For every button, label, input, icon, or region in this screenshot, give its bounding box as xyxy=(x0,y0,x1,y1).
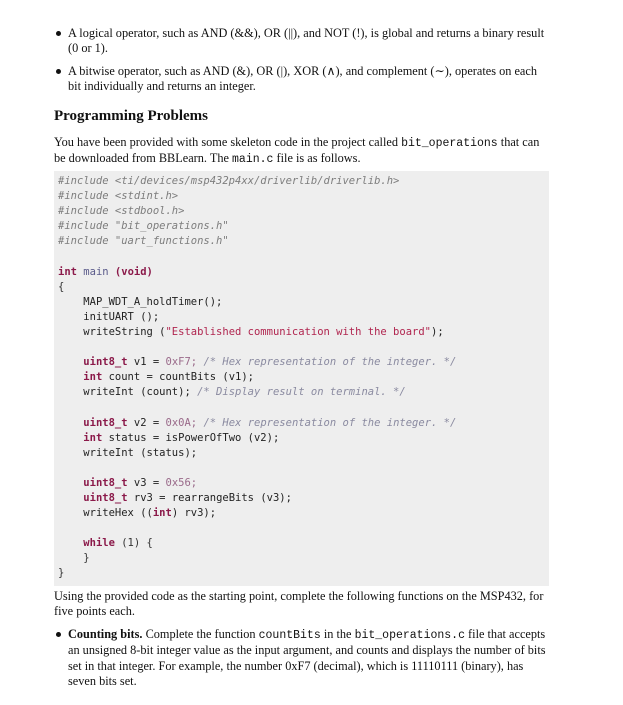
code-line xyxy=(58,476,456,491)
code-text: writeHex (( xyxy=(83,507,153,520)
code-line xyxy=(58,325,456,340)
code-number: 0x0A; xyxy=(165,416,198,429)
write-string-call: writeString ( xyxy=(83,325,166,338)
intro-paragraph xyxy=(54,135,550,168)
code-text: v2 = xyxy=(127,416,166,429)
include-line: #include "uart_functions.h" xyxy=(58,235,229,248)
code-comment: /* Hex representation of the integer. */ xyxy=(203,356,457,369)
list-item xyxy=(68,64,550,95)
bullet-icon xyxy=(56,69,61,74)
code-text: (1) { xyxy=(114,537,153,550)
source-file-name: bit_operations.c xyxy=(354,629,465,642)
code-text: v1 = xyxy=(127,356,166,369)
blank-line xyxy=(58,400,456,415)
code-line xyxy=(58,370,456,385)
code-keyword: int xyxy=(152,507,172,520)
loop-close-brace: } xyxy=(83,552,90,565)
code-keyword: int xyxy=(58,265,77,278)
intro-text-3: file is as follows. xyxy=(273,151,361,166)
include-line: #include <stdbool.h> xyxy=(58,205,185,218)
code-line xyxy=(58,431,456,446)
code-comment: /* Hex representation of the integer. */ xyxy=(203,416,457,429)
list-item xyxy=(68,26,550,57)
code-text: ) rv3); xyxy=(171,507,217,520)
task-title: Counting bits. xyxy=(68,627,143,641)
code-line xyxy=(58,310,456,325)
code-line xyxy=(58,385,456,400)
code-line xyxy=(58,491,456,506)
code-listing xyxy=(58,174,456,582)
code-args: (void) xyxy=(114,265,153,278)
section-title: Programming Problems xyxy=(54,108,209,124)
task-bullet-list xyxy=(68,627,550,689)
code-comment: /* Display result on terminal. */ xyxy=(197,386,406,399)
code-line xyxy=(58,551,456,566)
include-line: #include <ti/devices/msp432p4xx/driverlib/driverlib.h> xyxy=(58,175,400,187)
function-name: countBits xyxy=(258,629,321,642)
code-keyword: while xyxy=(83,537,115,550)
code-string: "Established communication with the board" xyxy=(165,325,431,338)
code-text: writeInt (count); xyxy=(83,386,198,399)
code-punct: ); xyxy=(431,325,444,338)
code-keyword: uint8_t xyxy=(83,476,128,489)
operator-bullet-list-2 xyxy=(68,64,550,95)
code-number: 0xF7; xyxy=(165,356,198,369)
file-name: main.c xyxy=(232,153,274,167)
code-text: status = isPowerOfTwo (v2); xyxy=(102,431,280,444)
code-keyword: uint8_t xyxy=(83,491,128,504)
close-brace: } xyxy=(58,567,65,580)
after-code-paragraph: Using the provided code as the starting point, complete the following functions on the MSP432, for five points each. xyxy=(54,589,544,619)
operator-bullet-list xyxy=(68,26,550,57)
code-line xyxy=(58,536,456,551)
code-text: rv3 = rearrangeBits (v3); xyxy=(127,491,292,504)
code-line xyxy=(58,295,456,310)
intro-text-1: You have been provided with some skeleton code in the project called xyxy=(54,135,402,149)
include-line: #include <stdint.h> xyxy=(58,190,179,203)
blank-line xyxy=(58,340,456,355)
code-line xyxy=(58,506,456,521)
blank-line xyxy=(58,249,456,264)
init-uart-call: initUART (); xyxy=(83,310,160,323)
open-brace: { xyxy=(58,280,65,293)
code-keyword: uint8_t xyxy=(83,356,128,369)
code-function-name: main xyxy=(83,265,109,278)
code-line xyxy=(58,355,456,370)
code-keyword: int xyxy=(83,431,103,444)
intro-text-2: that can be downloaded from BBLearn. The xyxy=(54,135,540,166)
logical-operator-text: A logical operator, such as AND (&&), OR (||), and NOT (!), is global and returns a binary result (0 or 1). xyxy=(68,26,545,56)
code-text: writeInt (status); xyxy=(83,446,198,459)
task-text: file that accepts an unsigned 8-bit integer value as the input argument, and counts and displays the number of bits set in that integer. For example, the number 0xF7 (decimal), which is 11110111 (binary), has seven bits set. xyxy=(68,627,546,688)
hold-timer-call: MAP_WDT_A_holdTimer(); xyxy=(83,295,223,308)
include-line: #include "bit_operations.h" xyxy=(58,220,229,233)
bullet-icon xyxy=(56,632,61,637)
task-text: in the xyxy=(320,627,355,641)
bullet-icon xyxy=(56,31,61,36)
blank-line xyxy=(58,521,456,536)
code-text: v3 = xyxy=(127,476,166,489)
code-number: 0x56; xyxy=(165,476,198,489)
code-keyword: int xyxy=(83,371,103,384)
code-line xyxy=(58,416,456,431)
code-text: count = countBits (v1); xyxy=(102,371,254,384)
list-item xyxy=(68,627,550,689)
bitwise-operator-text: A bitwise operator, such as AND (&), OR (|), XOR (∧), and complement (∼), operates on each bit individually and returns an integer. xyxy=(68,64,537,94)
code-keyword: uint8_t xyxy=(83,416,128,429)
task-text: Complete the function xyxy=(142,627,259,641)
main-signature xyxy=(58,265,456,280)
code-line xyxy=(58,446,456,461)
blank-line xyxy=(58,461,456,476)
project-name: bit_operations xyxy=(401,137,498,150)
